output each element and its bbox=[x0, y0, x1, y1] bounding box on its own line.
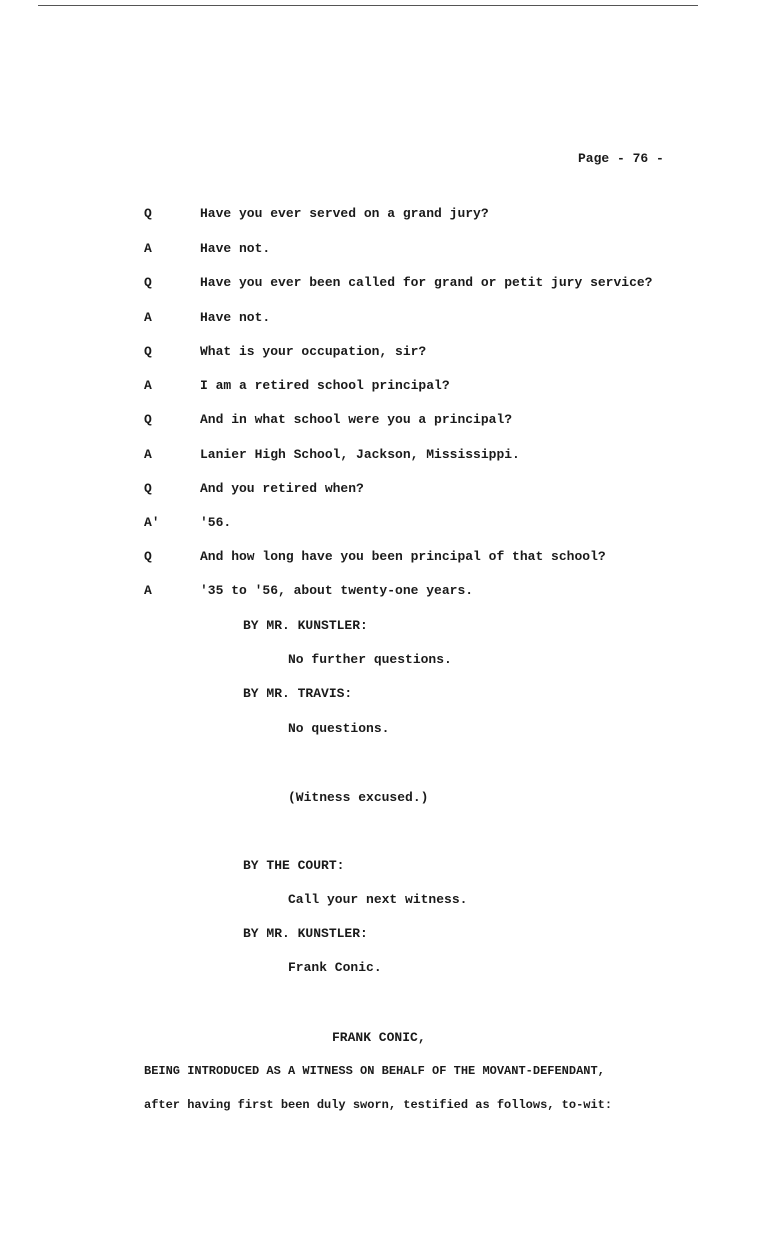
speaker-marker: A bbox=[144, 447, 152, 462]
testimony-text: '35 to '56, about twenty-one years. bbox=[200, 583, 474, 598]
speaker-marker: Q bbox=[144, 412, 152, 427]
travis-statement: No questions. bbox=[288, 721, 390, 736]
speaker-marker: A bbox=[144, 378, 152, 393]
speaker-marker: A bbox=[144, 310, 152, 325]
speaker-marker: Q bbox=[144, 481, 152, 496]
speaker-marker: Q bbox=[144, 275, 152, 290]
speaker-marker: A' bbox=[144, 515, 160, 530]
testimony-text: '56. bbox=[200, 515, 232, 530]
testimony-text: And how long have you been principal of that school? bbox=[200, 549, 606, 564]
testimony-text: What is your occupation, sir? bbox=[200, 344, 427, 359]
speaker-heading-kunstler: BY MR. KUNSTLER: bbox=[243, 926, 368, 941]
witness-excused-note: (Witness excused.) bbox=[288, 790, 429, 805]
testimony-text: Have you ever served on a grand jury? bbox=[200, 206, 489, 221]
speaker-heading-court: BY THE COURT: bbox=[243, 858, 345, 873]
witness-heading: FRANK CONIC, bbox=[332, 1030, 426, 1045]
speaker-marker: Q bbox=[144, 344, 152, 359]
speaker-marker: A bbox=[144, 241, 152, 256]
page-number: Page - 76 - bbox=[578, 151, 664, 166]
kunstler-statement: No further questions. bbox=[288, 652, 452, 667]
testimony-text: And in what school were you a principal? bbox=[200, 412, 513, 427]
speaker-heading-travis: BY MR. TRAVIS: bbox=[243, 686, 353, 701]
testimony-text: And you retired when? bbox=[200, 481, 364, 496]
speaker-heading-kunstler: BY MR. KUNSTLER: bbox=[243, 618, 368, 633]
testimony-text: Have you ever been called for grand or petit jury service? bbox=[200, 275, 653, 290]
kunstler-statement: Frank Conic. bbox=[288, 960, 382, 975]
testimony-text: Have not. bbox=[200, 241, 271, 256]
speaker-marker: A bbox=[144, 583, 152, 598]
testimony-text: Have not. bbox=[200, 310, 271, 325]
testimony-text: Lanier High School, Jackson, Mississippi. bbox=[200, 447, 520, 462]
top-border-line bbox=[38, 5, 698, 6]
speaker-marker: Q bbox=[144, 549, 152, 564]
testimony-text: I am a retired school principal? bbox=[200, 378, 450, 393]
court-statement: Call your next witness. bbox=[288, 892, 468, 907]
witness-introduction-line: BEING INTRODUCED AS A WITNESS ON BEHALF OF THE MOVANT-DEFENDANT, bbox=[144, 1064, 605, 1078]
witness-introduction-line: after having first been duly sworn, testified as follows, to-wit: bbox=[144, 1098, 613, 1112]
speaker-marker: Q bbox=[144, 206, 152, 221]
